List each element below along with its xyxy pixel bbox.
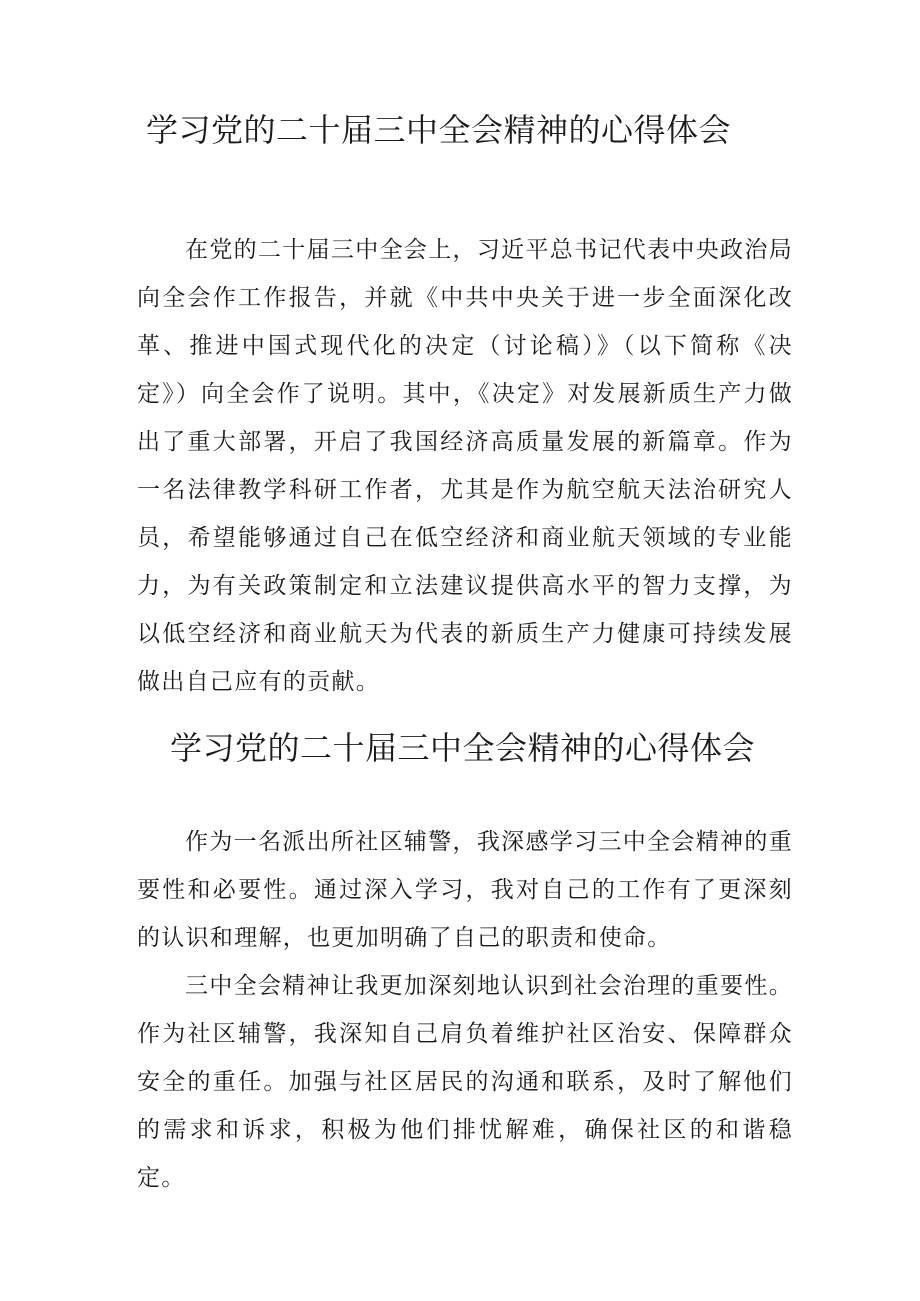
section-2-paragraph-2: 三中全会精神让我更加深刻地认识到社会治理的重要性。作为社区辅警，我深知自己肩负着维护社区治安、保障群众安全的重任。加强与社区居民的沟通和联系，及时了解他们的需求和诉求，积极为他们排忧解难，确保社区的和谐稳定。 bbox=[137, 973, 793, 1191]
section-1-title: 学习党的二十届三中全会精神的心得体会 bbox=[146, 111, 732, 149]
section-1-paragraph-1: 在党的二十届三中全会上，习近平总书记代表中央政治局向全会作工作报告，并就《中共中央关于进一步全面深化改革、推进中国式现代化的决定（讨论稿）》（以下简称《决定》）向全会作了说明。其中，《决定》对发展新质生产力做出了重大部署，开启了我国经济高质量发展的新篇章。作为一名法律教学科研工作者，尤其是作为航空航天法治研究人员，希望能够通过自己在低空经济和商业航天领域的专业能力，为有关政策制定和立法建议提供高水平的智力支撑，为以低空经济和商业航天为代表的新质生产力健康可持续发展做出自己应有的贡献。 bbox=[137, 237, 793, 695]
section-2-paragraph-1: 作为一名派出所社区辅警，我深感学习三中全会精神的重要性和必要性。通过深入学习，我对自己的工作有了更深刻的认识和理解，也更加明确了自己的职责和使命。 bbox=[137, 829, 793, 951]
section-2-title: 学习党的二十届三中全会精神的心得体会 bbox=[170, 729, 756, 767]
